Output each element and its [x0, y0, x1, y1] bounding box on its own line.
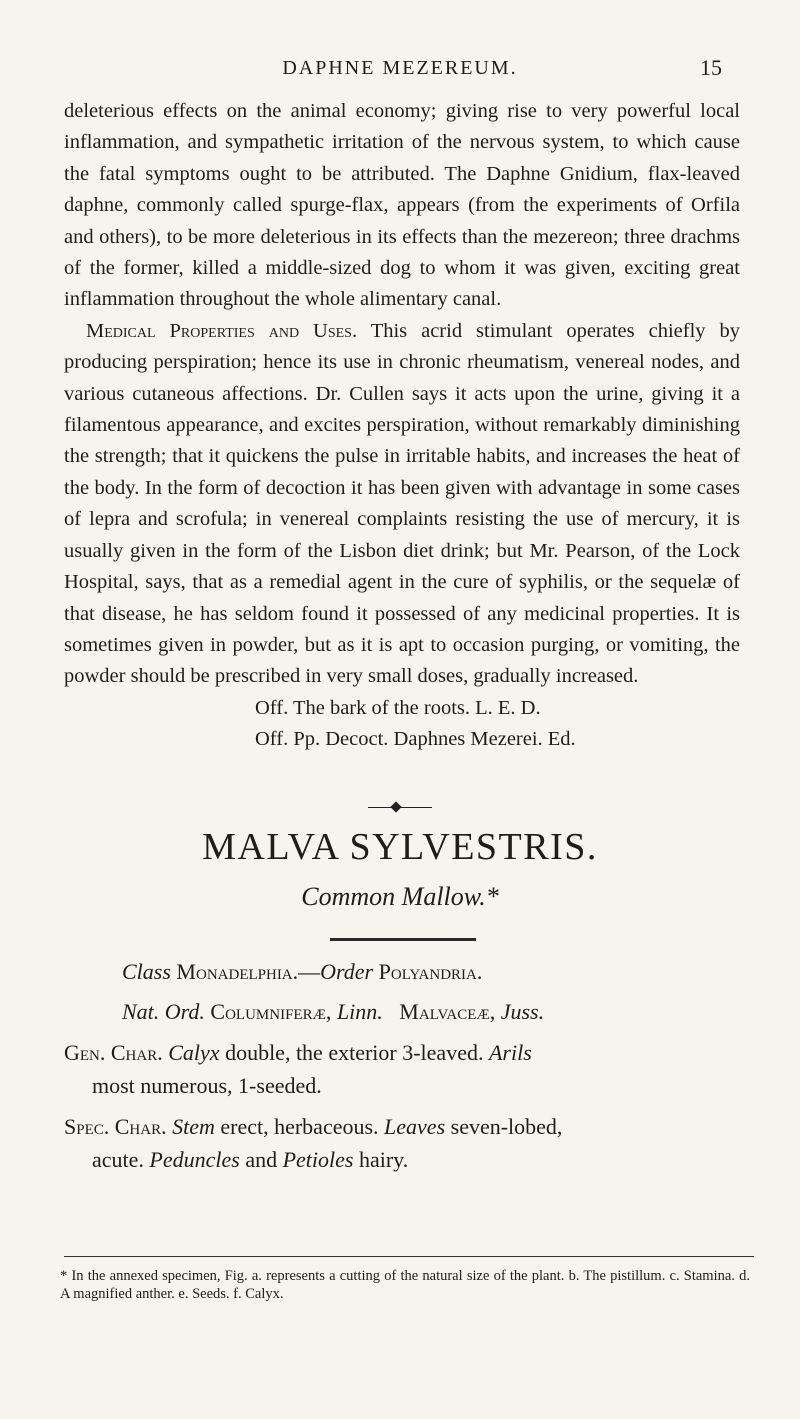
spec-char-label: Spec. Char.	[64, 1114, 167, 1139]
class-label: Class	[122, 959, 171, 984]
diamond-ornament-icon	[368, 803, 432, 811]
body-text	[64, 96, 740, 756]
section-divider	[0, 798, 800, 816]
nat-ord-authority-juss: Juss.	[500, 999, 545, 1024]
spec-leaves-term: Leaves	[384, 1114, 446, 1139]
gen-text-part1: double, the exterior 3-leaved.	[219, 1040, 489, 1065]
nat-ord-label: Nat. Ord.	[122, 999, 205, 1024]
nat-ord-linnaeus: Columniferæ,	[210, 999, 332, 1024]
gen-calyx-term: Calyx	[168, 1040, 220, 1065]
spec-text-part2: seven-lobed,	[445, 1114, 563, 1139]
spec-stem-term: Stem	[172, 1114, 215, 1139]
order-value: Polyandria.	[378, 959, 483, 984]
title-rule	[330, 938, 476, 941]
spec-peduncles-term: Peduncles	[149, 1147, 240, 1172]
nat-ord-jussieu: Malvaceæ,	[399, 999, 496, 1024]
page-number: 15	[700, 55, 722, 80]
order-label: Order	[320, 959, 374, 984]
spec-petioles-term: Petioles	[282, 1147, 354, 1172]
classification-block	[64, 955, 740, 1176]
footnote	[60, 1267, 750, 1303]
spec-text-part1: erect, herbaceous.	[214, 1114, 385, 1139]
official-bark-line: Off. The bark of the roots. L. E. D.	[255, 696, 541, 719]
spec-hairy: hairy.	[353, 1147, 409, 1172]
nat-ord-authority-linn: Linn.	[336, 999, 383, 1024]
gen-arils-term: Arils	[488, 1040, 532, 1065]
footnote-rule	[64, 1256, 754, 1257]
medical-properties-text: This acrid stimulant operates chiefly by producing perspiration; hence its use in chronic rheumatism, venereal nodes, and various cutaneous affections. Dr. Cullen says it acts upon the urine, giving it a filamentous appearance, and excites perspiration, without remarkably diminishing the strength; that it quickens the pulse in irritable habits, and increases the heat of the body. In the form of decoction it has been given with advantage in some cases of lepra and scrofula; in venereal complaints resisting the use of mercury, it is usually given in the form of the Lisbon diet drink; but Mr. Pearson, of the Lock Hospital, says, that as a remedial agent in the cure of syphilis, or the sequelæ of that disease, he has seldom found it possessed of any medicinal properties. It is sometimes given in powder, but as it is apt to occasion purging, or vomiting, the powder should be prescribed in very small doses, gradually increased.	[64, 319, 740, 688]
gen-text-part2: most numerous, 1-seeded.	[92, 1073, 322, 1098]
class-value: Monadelphia.	[176, 959, 299, 984]
paragraph-medical-properties	[64, 316, 740, 693]
footnote-text: * In the annexed specimen, Fig. a. represents a cutting of the natural size of the plant. b. The pistillum. c. Stamina. d. A magnified anther. e. Seeds. f. Calyx.	[60, 1268, 750, 1302]
spec-continuation	[64, 1147, 408, 1172]
natural-order-line	[64, 995, 740, 1028]
class-order-line: Class Monadelphia.—Order Polyandria.	[122, 959, 483, 984]
section-title: MALVA SYLVESTRIS.	[202, 826, 598, 868]
specific-character	[64, 1110, 740, 1176]
common-name: Common Mallow.*	[301, 882, 499, 911]
generic-character	[64, 1036, 740, 1102]
running-title: DAPHNE MEZEREUM.	[282, 57, 518, 79]
medical-properties-heading: Medical Properties and Uses.	[86, 319, 358, 342]
running-head	[0, 55, 800, 85]
paragraph-deleterious-effects: deleterious effects on the animal economy; giving rise to very powerful local inflammation, and sympathetic irritation of the nervous system, to which cause the fatal symptoms ought to be attributed. The Daphne Gnidium, flax-leaved daphne, commonly called spurge-flax, appears (from the experiments of Orfila and others), to be more deleterious in its effects than the mezereon; three drachms of the former, killed a middle-sized dog to whom it was given, exciting great inflammation throughout the whole alimentary canal.	[64, 100, 740, 311]
spec-text-part3: acute.	[92, 1147, 150, 1172]
official-decoction-line: Off. Pp. Decoct. Daphnes Mezerei. Ed.	[255, 728, 576, 751]
gen-char-label: Gen. Char.	[64, 1040, 163, 1065]
spec-and: and	[239, 1147, 283, 1172]
